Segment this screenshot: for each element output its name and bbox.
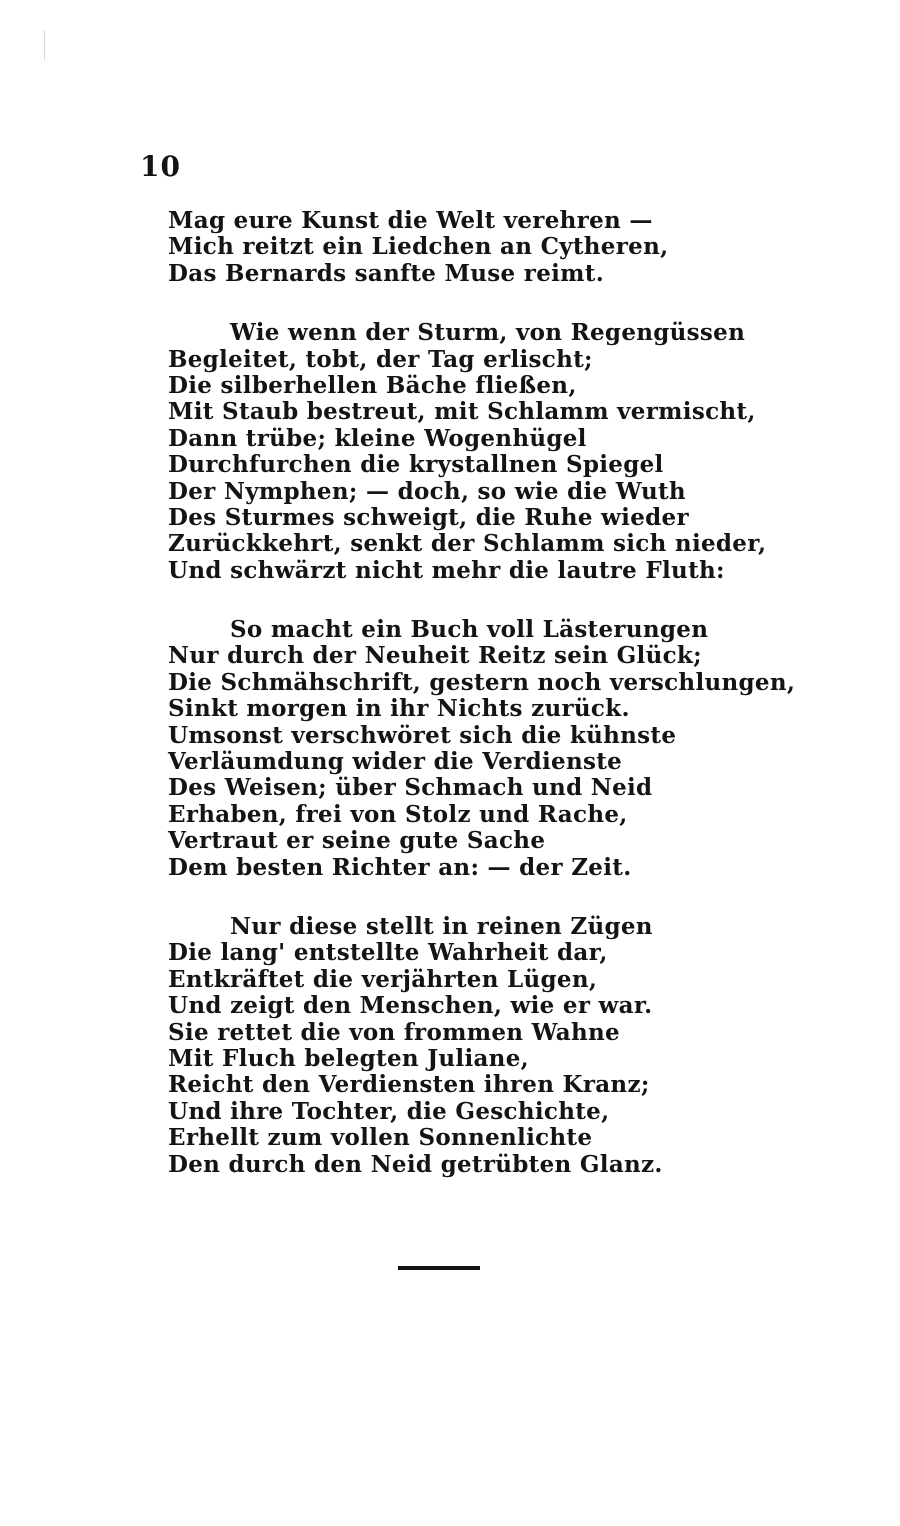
margin-mark	[44, 30, 45, 60]
poem-line: Entkräftet die verjährten Lügen,	[168, 965, 598, 993]
poem-line: Sinkt morgen in ihr Nichts zurück.	[168, 695, 630, 723]
poem-line: Mich reitzt ein Liedchen an Cytheren,	[168, 233, 669, 261]
poem-line: So macht ein Buch voll Lästerungen	[230, 616, 709, 644]
poem-line: Mit Staub bestreut, mit Schlamm vermischt,	[168, 398, 756, 426]
poem-line: Wie wenn der Sturm, von Regengüssen	[230, 319, 746, 347]
poem-line: Dem besten Richter an: — der Zeit.	[168, 853, 632, 881]
poem-line: Erhellt zum vollen Sonnenlichte	[168, 1124, 593, 1152]
poem-line: Des Sturmes schweigt, die Ruhe wieder	[168, 503, 689, 531]
poem-line: Dann trübe; kleine Wogenhügel	[168, 424, 587, 452]
poem-line: Und ihre Tochter, die Geschichte,	[168, 1097, 610, 1125]
poem-line: Und zeigt den Menschen, wie er war.	[168, 992, 653, 1020]
poem-line: Erhaben, frei von Stolz und Rache,	[168, 800, 628, 828]
poem-line: Des Weisen; über Schmach und Neid	[168, 774, 653, 802]
poem-line: Das Bernards sanfte Muse reimt.	[168, 259, 605, 287]
poem-line: Und schwärzt nicht mehr die lautre Fluth:	[168, 556, 725, 584]
poem-line: Sie rettet die von frommen Wahne	[168, 1018, 620, 1046]
page-number: 10	[140, 150, 181, 183]
poem-line: Der Nymphen; — doch, so wie die Wuth	[168, 477, 686, 505]
poem-line: Verläumdung wider die Verdienste	[168, 748, 623, 776]
poem-line: Nur durch der Neuheit Reitz sein Glück;	[168, 642, 702, 670]
poem-line: Nur diese stellt in reinen Zügen	[230, 912, 653, 940]
poem-line: Umsonst verschwöret sich die kühnste	[168, 721, 677, 749]
poem-line: Vertraut er seine gute Sache	[168, 827, 546, 855]
poem-line: Die silberhellen Bäche fließen,	[168, 371, 577, 399]
stanza-2	[168, 320, 808, 584]
stanza-3	[168, 617, 808, 881]
stanza-1	[168, 208, 808, 287]
poem-line: Zurückkehrt, senkt der Schlamm sich nieder,	[168, 530, 767, 558]
poem-line: Reicht den Verdiensten ihren Kranz;	[168, 1071, 650, 1099]
poem-line: Die lang' entstellte Wahrheit dar,	[168, 939, 608, 967]
poem-line: Mit Fluch belegten Juliane,	[168, 1044, 529, 1072]
poem-line: Den durch den Neid getrübten Glanz.	[168, 1150, 663, 1178]
poem	[168, 208, 808, 1178]
poem-line: Begleitet, tobt, der Tag erlischt;	[168, 345, 593, 373]
end-rule	[398, 1266, 480, 1270]
poem-line: Die Schmähschrift, gestern noch verschlungen,	[168, 668, 796, 696]
poem-line: Mag eure Kunst die Welt verehren —	[168, 207, 653, 234]
poem-line: Durchfurchen die krystallnen Spiegel	[168, 451, 664, 479]
stanza-4	[168, 914, 808, 1178]
